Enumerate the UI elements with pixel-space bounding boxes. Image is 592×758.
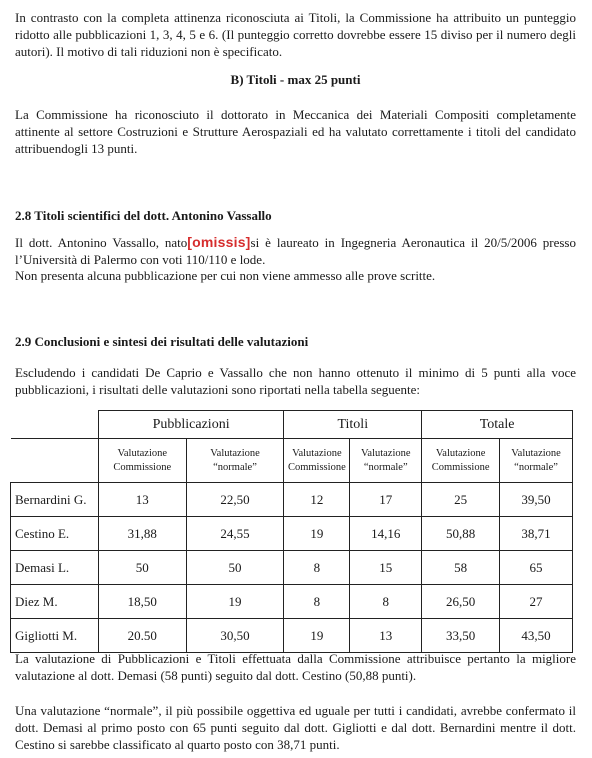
section-2-9-paragraph: Escludendo i candidati De Caprio e Vassallo che non hanno ottenuto il minimo di 5 punti alla voce pubblicazioni, i risultati delle valutazioni sono riportati nella tabella seguente: bbox=[15, 365, 576, 397]
table-cell: 33,50 bbox=[422, 619, 500, 653]
subheader-normale: Valutazione “normale” bbox=[500, 439, 573, 483]
table-cell: 43,50 bbox=[500, 619, 573, 653]
group-header-totale: Totale bbox=[422, 411, 573, 439]
table-corner-cell bbox=[11, 411, 99, 439]
group-header-titoli: Titoli bbox=[284, 411, 422, 439]
section-2-9-heading: 2.9 Conclusioni e sintesi dei risultati delle valutazioni bbox=[15, 334, 309, 349]
subheader-commissione: Valutazione Commissione bbox=[98, 439, 186, 483]
table-cell: 25 bbox=[422, 483, 500, 517]
table-group-header-row bbox=[11, 411, 573, 439]
table-cell: 22,50 bbox=[186, 483, 284, 517]
table-cell: 8 bbox=[284, 551, 350, 585]
table-row bbox=[11, 619, 573, 653]
table-cell: 13 bbox=[98, 483, 186, 517]
intro-paragraph: In contrasto con la completa attinenza riconosciuta ai Titoli, la Commissione ha attribuito un punteggio ridotto alle pubblicazioni 1, 3, 4, 5 e 6. (Il punteggio corretto dovrebbe essere 15 diviso per il numero degli autori). Il motivo di tali riduzioni non è specificato. bbox=[15, 10, 576, 59]
candidate-name: Gigliotti M. bbox=[11, 619, 99, 653]
table-cell: 38,71 bbox=[500, 517, 573, 551]
table-cell: 12 bbox=[284, 483, 350, 517]
titoli-paragraph: La Commissione ha riconosciuto il dottorato in Meccanica dei Materiali Compositi completamente attinente al settore Costruzioni e Strutture Aerospaziali ed ha valutato correttamente i titoli del candidato attribuendogli 13 punti. bbox=[15, 107, 576, 156]
table-row bbox=[11, 585, 573, 619]
candidate-name: Bernardini G. bbox=[11, 483, 99, 517]
table-cell: 58 bbox=[422, 551, 500, 585]
table-cell: 18,50 bbox=[98, 585, 186, 619]
candidate-name: Demasi L. bbox=[11, 551, 99, 585]
results-table bbox=[10, 410, 573, 653]
table-cell: 13 bbox=[350, 619, 422, 653]
section-2-8-text-post: si è laureato in Ingegneria Aeronautica il 20/5/2006 presso l’Università di Palermo con voti 110/110 e lode. bbox=[15, 235, 576, 267]
section-2-8-paragraph-2: Non presenta alcuna pubblicazione per cui non viene ammesso alle prove scritte. bbox=[15, 268, 436, 283]
table-cell: 50 bbox=[186, 551, 284, 585]
candidate-name: Cestino E. bbox=[11, 517, 99, 551]
table-cell: 19 bbox=[284, 517, 350, 551]
table-subheader-row bbox=[11, 439, 573, 483]
table-cell: 50,88 bbox=[422, 517, 500, 551]
section-2-8-text-pre: Il dott. Antonino Vassallo, nato bbox=[15, 235, 188, 250]
table-cell: 8 bbox=[350, 585, 422, 619]
table-row bbox=[11, 517, 573, 551]
table-cell: 17 bbox=[350, 483, 422, 517]
table-cell: 26,50 bbox=[422, 585, 500, 619]
section-2-8-paragraph bbox=[15, 234, 576, 268]
table-cell: 50 bbox=[98, 551, 186, 585]
group-header-pubblicazioni: Pubblicazioni bbox=[98, 411, 284, 439]
conclusion-paragraph-1: La valutazione di Pubblicazioni e Titoli effettuata dalla Commissione attribuisce pertanto la migliore valutazione al dott. Demasi (58 punti) seguito dal dott. Cestino (50,88 punti). bbox=[15, 651, 576, 683]
table-cell: 19 bbox=[186, 585, 284, 619]
candidate-name: Diez M. bbox=[11, 585, 99, 619]
table-cell: 24,55 bbox=[186, 517, 284, 551]
subheader-normale: Valutazione “normale” bbox=[186, 439, 284, 483]
table-cell: 31,88 bbox=[98, 517, 186, 551]
table-cell: 20.50 bbox=[98, 619, 186, 653]
conclusion-paragraph-2: Una valutazione “normale”, il più possibile oggettiva ed uguale per tutti i candidati, avrebbe confermato il dott. Demasi al primo posto con 65 punti seguito dal dott. Gigliotti e dal dott. Bernardini mentre il dott. Cestino si sarebbe classificato al quarto posto con 38,71 punti. bbox=[15, 703, 576, 752]
table-cell: 65 bbox=[500, 551, 573, 585]
table-cell: 39,50 bbox=[500, 483, 573, 517]
section-2-8-heading: 2.8 Titoli scientifici del dott. Antonino Vassallo bbox=[15, 208, 272, 223]
table-subheader-blank bbox=[11, 439, 99, 483]
titoli-heading: B) Titoli - max 25 punti bbox=[230, 72, 361, 87]
table-cell: 14,16 bbox=[350, 517, 422, 551]
table-row bbox=[11, 483, 573, 517]
subheader-normale: Valutazione “normale” bbox=[350, 439, 422, 483]
table-cell: 30,50 bbox=[186, 619, 284, 653]
subheader-commissione: Valutazione Commissione bbox=[284, 439, 350, 483]
table-row bbox=[11, 551, 573, 585]
table-cell: 19 bbox=[284, 619, 350, 653]
table-cell: 15 bbox=[350, 551, 422, 585]
table-cell: 8 bbox=[284, 585, 350, 619]
omissis-redaction: [omissis] bbox=[187, 234, 251, 250]
subheader-commissione: Valutazione Commissione bbox=[422, 439, 500, 483]
table-cell: 27 bbox=[500, 585, 573, 619]
